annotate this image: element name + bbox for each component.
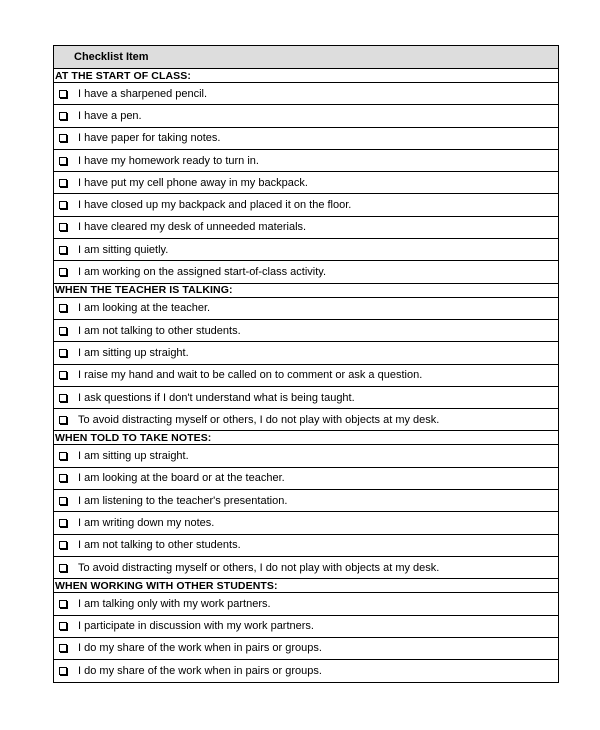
checkbox-icon[interactable] (59, 112, 67, 120)
checklist-item-label: I have put my cell phone away in my backpack. (78, 176, 308, 189)
checklist-item-label: I am talking only with my work partners. (78, 597, 271, 610)
checkbox-icon[interactable] (59, 268, 67, 276)
checkbox-icon[interactable] (59, 134, 67, 142)
checklist-item-label: I am not talking to other students. (78, 539, 241, 552)
section-heading (54, 431, 558, 445)
checklist-item (54, 320, 558, 342)
checklist-item-label: To avoid distracting myself or others, I do not play with objects at my desk. (78, 561, 440, 574)
checklist-item (54, 261, 558, 283)
checklist-item (54, 298, 558, 320)
checklist-item (54, 342, 558, 364)
checklist-item (54, 150, 558, 172)
checkbox-icon[interactable] (59, 90, 67, 98)
section-heading (54, 579, 558, 593)
table-header (54, 46, 558, 69)
checklist-table (53, 45, 559, 683)
checklist-item (54, 365, 558, 387)
checklist-item-label: I am sitting quietly. (78, 243, 169, 256)
checklist-item (54, 638, 558, 660)
checklist-item-label: I have cleared my desk of unneeded materials. (78, 221, 307, 234)
checklist-item (54, 535, 558, 557)
checkbox-icon[interactable] (59, 622, 67, 630)
checklist-item-label: I have my homework ready to turn in. (78, 154, 259, 167)
checklist-item-label: I am sitting up straight. (78, 450, 189, 463)
section-heading (54, 69, 558, 83)
checklist-item-label: I am not talking to other students. (78, 324, 241, 337)
checkbox-icon[interactable] (59, 327, 67, 335)
checklist-item-label: I do my share of the work when in pairs or groups. (78, 642, 322, 655)
checklist-item (54, 217, 558, 239)
checklist-item (54, 172, 558, 194)
checklist-item-label: I have a pen. (78, 109, 142, 122)
checkbox-icon[interactable] (59, 600, 67, 608)
checklist-item (54, 128, 558, 150)
checklist-item (54, 194, 558, 216)
checkbox-icon[interactable] (59, 223, 67, 231)
checklist-item (54, 105, 558, 127)
checkbox-icon[interactable] (59, 201, 67, 209)
checkbox-icon[interactable] (59, 452, 67, 460)
checkbox-icon[interactable] (59, 541, 67, 549)
section-title: AT THE START OF CLASS: (55, 69, 191, 82)
checklist-item-label: I am looking at the board or at the teacher. (78, 472, 285, 485)
checklist-item-label: I have paper for taking notes. (78, 132, 221, 145)
checklist-item-label: I have closed up my backpack and placed it on the floor. (78, 199, 352, 212)
checklist-item (54, 512, 558, 534)
checkbox-icon[interactable] (59, 179, 67, 187)
checklist-item-label: I am listening to the teacher's presentation. (78, 494, 288, 507)
checklist-body (54, 69, 558, 682)
checkbox-icon[interactable] (59, 157, 67, 165)
checklist-item-label: I ask questions if I don't understand what is being taught. (78, 391, 355, 404)
checklist-item (54, 557, 558, 579)
checklist-item-label: I raise my hand and wait to be called on to comment or ask a question. (78, 369, 423, 382)
section-heading (54, 284, 558, 298)
checklist-item (54, 593, 558, 615)
checklist-item-label: To avoid distracting myself or others, I do not play with objects at my desk. (78, 413, 440, 426)
checkbox-icon[interactable] (59, 667, 67, 675)
checklist-item-label: I do my share of the work when in pairs or groups. (78, 665, 322, 678)
checklist-item-label: I am writing down my notes. (78, 516, 215, 529)
header-title: Checklist Item (74, 51, 149, 63)
checklist-item (54, 239, 558, 261)
checklist-item (54, 468, 558, 490)
checklist-item (54, 387, 558, 409)
section-title: WHEN THE TEACHER IS TALKING: (55, 284, 233, 297)
checkbox-icon[interactable] (59, 246, 67, 254)
checklist-item (54, 83, 558, 105)
checkbox-icon[interactable] (59, 519, 67, 527)
section-title: WHEN TOLD TO TAKE NOTES: (55, 431, 212, 444)
checkbox-icon[interactable] (59, 394, 67, 402)
checklist-item-label: I participate in discussion with my work partners. (78, 620, 314, 633)
checkbox-icon[interactable] (59, 416, 67, 424)
checkbox-icon[interactable] (59, 304, 67, 312)
checklist-item-label: I am looking at the teacher. (78, 302, 211, 315)
section-title: WHEN WORKING WITH OTHER STUDENTS: (55, 579, 278, 592)
checklist-item (54, 660, 558, 682)
checklist-item (54, 445, 558, 467)
checkbox-icon[interactable] (59, 497, 67, 505)
checkbox-icon[interactable] (59, 349, 67, 357)
checkbox-icon[interactable] (59, 564, 67, 572)
checkbox-icon[interactable] (59, 644, 67, 652)
checklist-item (54, 616, 558, 638)
checklist-item-label: I am working on the assigned start-of-class activity. (78, 266, 327, 279)
checkbox-icon[interactable] (59, 371, 67, 379)
checklist-item-label: I have a sharpened pencil. (78, 87, 208, 100)
checklist-item-label: I am sitting up straight. (78, 346, 189, 359)
checkbox-icon[interactable] (59, 474, 67, 482)
checklist-item (54, 409, 558, 431)
checklist-item (54, 490, 558, 512)
